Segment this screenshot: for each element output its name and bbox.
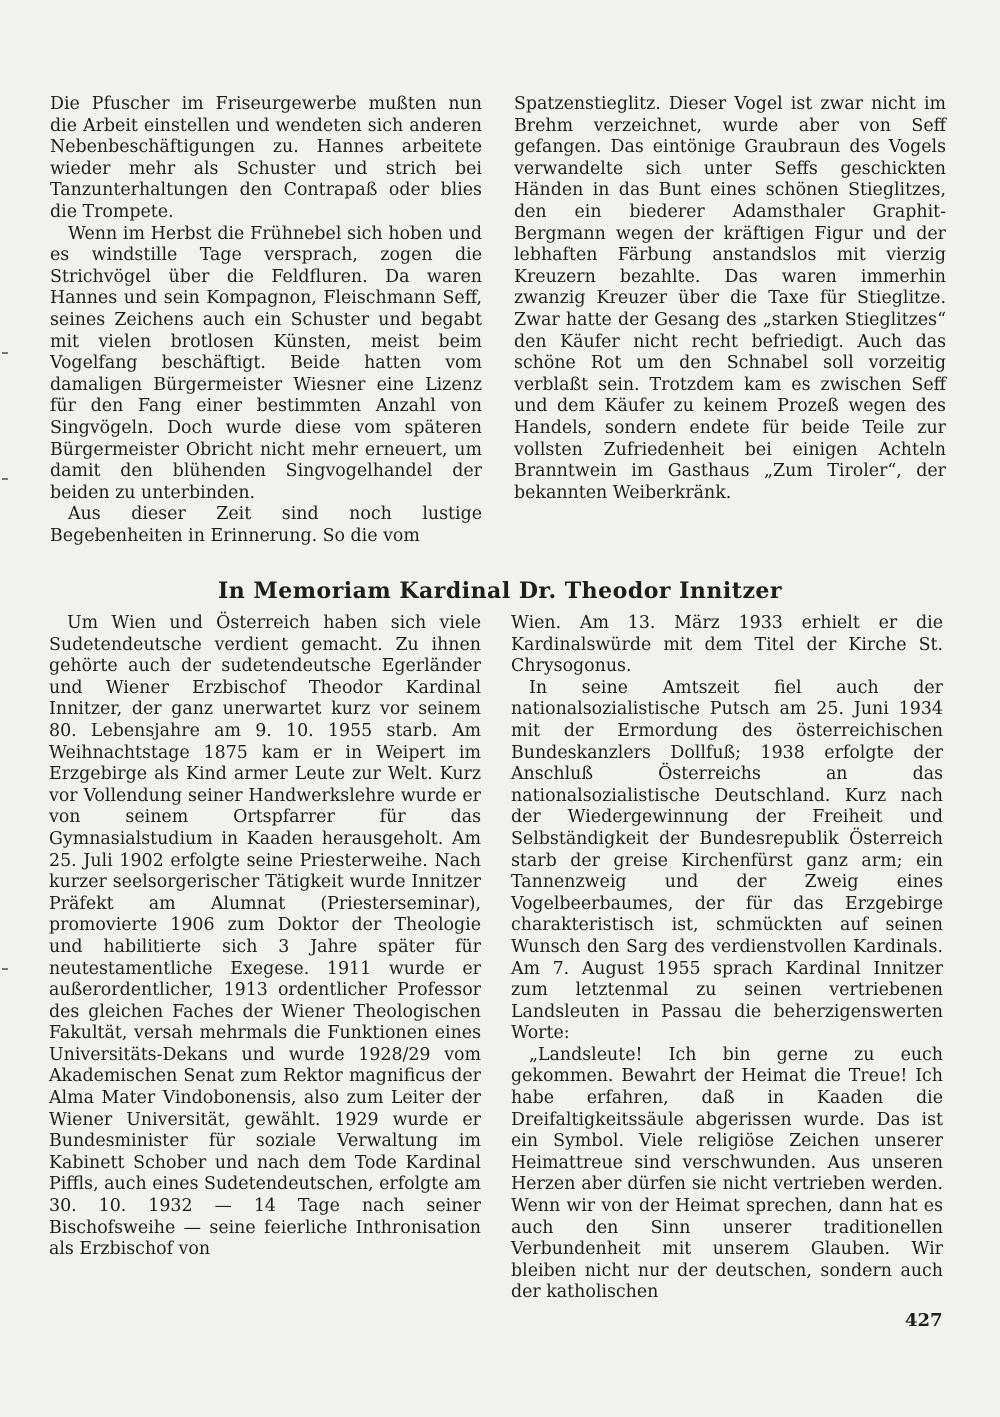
margin-mark	[2, 352, 8, 354]
paragraph: Um Wien und Österreich haben sich viele Sudetendeutsche verdient gemacht. Zu ihnen gehörte auch der sudetendeutsche Egerländer und Wiener Erzbischof Theodor Kardinal Innitzer, der ganz unerwartet kurz vor seinem 80. Lebensjahre am 9. 10. 1955 starb. Am Weihnachtstage 1875 kam er in Weipert im Erzgebirge als Kind armer Leute zur Welt. Kurz vor Vollendung seiner Handwerkslehre wurde er von seinem Ortspfarrer für das Gymnasialstudium in Kaaden herausgeholt. Am 25. Juli 1902 erfolgte seine Priesterweihe. Nach kurzer seelsorgerischer Tätigkeit wurde Innitzer Präfekt am Alumnat (Priesterseminar), promovierte 1906 zum Doktor der Theologie und habilitierte sich 3 Jahre später für neutestamentliche Exegese. 1911 wurde er außerordentlicher, 1913 ordentlicher Professor des gleichen Faches der Wiener Theologischen Fakultät, versah mehrmals die Funktionen eines Universitäts-Dekans und wurde 1928/29 vom Akademischen Senat zum Rektor magnificus der Alma Mater Vindobonensis, also zum Leiter der Wiener Universität, gewählt. 1929 wurde er Bundesminister für soziale Verwaltung im Kabinett Schober und nach dem Tode Kardinal Piffls, auch eines Sudetendeutschen, erfolgte am 30. 10. 1932 — 14 Tage nach seiner Bischofsweihe — seine feierliche Inthronisation als Erzbischof von	[49, 613, 481, 1260]
top-left-column	[50, 94, 482, 547]
paragraph: In seine Amtszeit fiel auch der nationalsozialistische Putsch am 25. Juni 1934 mit der Ermordung des österreichischen Bundeskanzlers Dollfuß; 1938 erfolgte der Anschluß Österreichs an das nationalsozialistische Deutschland. Kurz nach der Wiedergewinnung der Freiheit und Selbständigkeit der Bundesrepublik Österreich starb der greise Kirchenfürst ganz arm; ein Tannenzweig und der Zweig eines Vogelbeerbaumes, der für das Erzgebirge charakteristisch ist, schmückten auf seinen Wunsch den Sarg des verdienstvollen Kardinals. Am 7. August 1955 sprach Kardinal Innitzer zum letztenmal zu seinen vertriebenen Landsleuten in Passau die beherzigenswerten Worte:	[511, 677, 943, 1044]
paragraph: Wenn im Herbst die Frühnebel sich hoben und es windstille Tage versprach, zogen die Strichvögel über die Feldfluren. Da waren Hannes und sein Kompagnon, Fleischmann Seff, seines Zeichens auch ein Schuster und begabt mit vielen brotlosen Künsten, meist beim Vogelfang beschäftigt. Beide hatten vom damaligen Bürgermeister Wiesner eine Lizenz für den Fang einer bestimmten Anzahl von Singvögeln. Doch wurde diese vom späteren Bürgermeister Obricht nicht mehr erneuert, um damit den blühenden Singvogelhandel der beiden zu unterbinden.	[50, 223, 482, 503]
margin-mark	[2, 968, 8, 970]
page-number: 427	[905, 1310, 943, 1331]
article-left-column	[49, 613, 481, 1261]
paragraph: Spatzenstieglitz. Dieser Vogel ist zwar nicht im Brehm verzeichnet, wurde aber von Seff gefangen. Das eintönige Graubraun des Vogels verwandelte sich unter Seffs geschickten Händen in das Bunt eines schönen Stieglitzes, den ein biederer Adamsthaler Graphit-Bergmann wegen der kräftigen Figur und der lebhaften Färbung anstandslos mit vierzig Kreuzern bezahlte. Das waren immerhin zwanzig Kreuzer über die Taxe für Stieglitze. Zwar hatte der Gesang des „starken Stieglitzes“ den Käufer nicht recht befriedigt. Auch das schöne Rot um den Schnabel soll vorzeitig verblaßt sein. Trotzdem kam es zwischen Seff und dem Käufer zu keinem Prozeß wegen des Handels, sondern endete für beide Teile zur vollsten Zufriedenheit bei einigen Achteln Branntwein im Gasthaus „Zum Tiroler“, der bekannten Weiberkränk.	[514, 94, 946, 503]
margin-mark	[2, 478, 8, 480]
paragraph: „Landsleute! Ich bin gerne zu euch gekommen. Bewahrt der Heimat die Treue! Ich habe erfahren, daß in Kaaden die Dreifaltigkeitssäule abgerissen wurde. Das ist ein Symbol. Viele religiöse Zeichen unserer Heimattreue sind verschwunden. Aus unseren Herzen aber dürfen sie nicht vertrieben werden. Wenn wir von der Heimat sprechen, dann hat es auch den Sinn unserer traditionellen Verbundenheit mit unserem Glauben. Wir bleiben nicht nur der deutschen, sondern auch der katholischen	[511, 1044, 943, 1303]
top-right-column	[514, 94, 946, 504]
paragraph: Die Pfuscher im Friseurgewerbe mußten nun die Arbeit einstellen und wendeten sich anderen Nebenbeschäftigungen zu. Hannes arbeitete wieder mehr als Schuster und strich bei Tanzunterhaltungen den Contrapaß oder blies die Trompete.	[50, 94, 482, 222]
article-heading: In Memoriam Kardinal Dr. Theodor Innitzer	[217, 578, 783, 604]
paragraph: Wien. Am 13. März 1933 erhielt er die Kardinalswürde mit dem Titel der Kirche St. Chrysogonus.	[511, 613, 943, 677]
paragraph: Aus dieser Zeit sind noch lustige Begebenheiten in Erinnerung. So die vom	[50, 504, 482, 546]
article-right-column	[511, 613, 943, 1304]
